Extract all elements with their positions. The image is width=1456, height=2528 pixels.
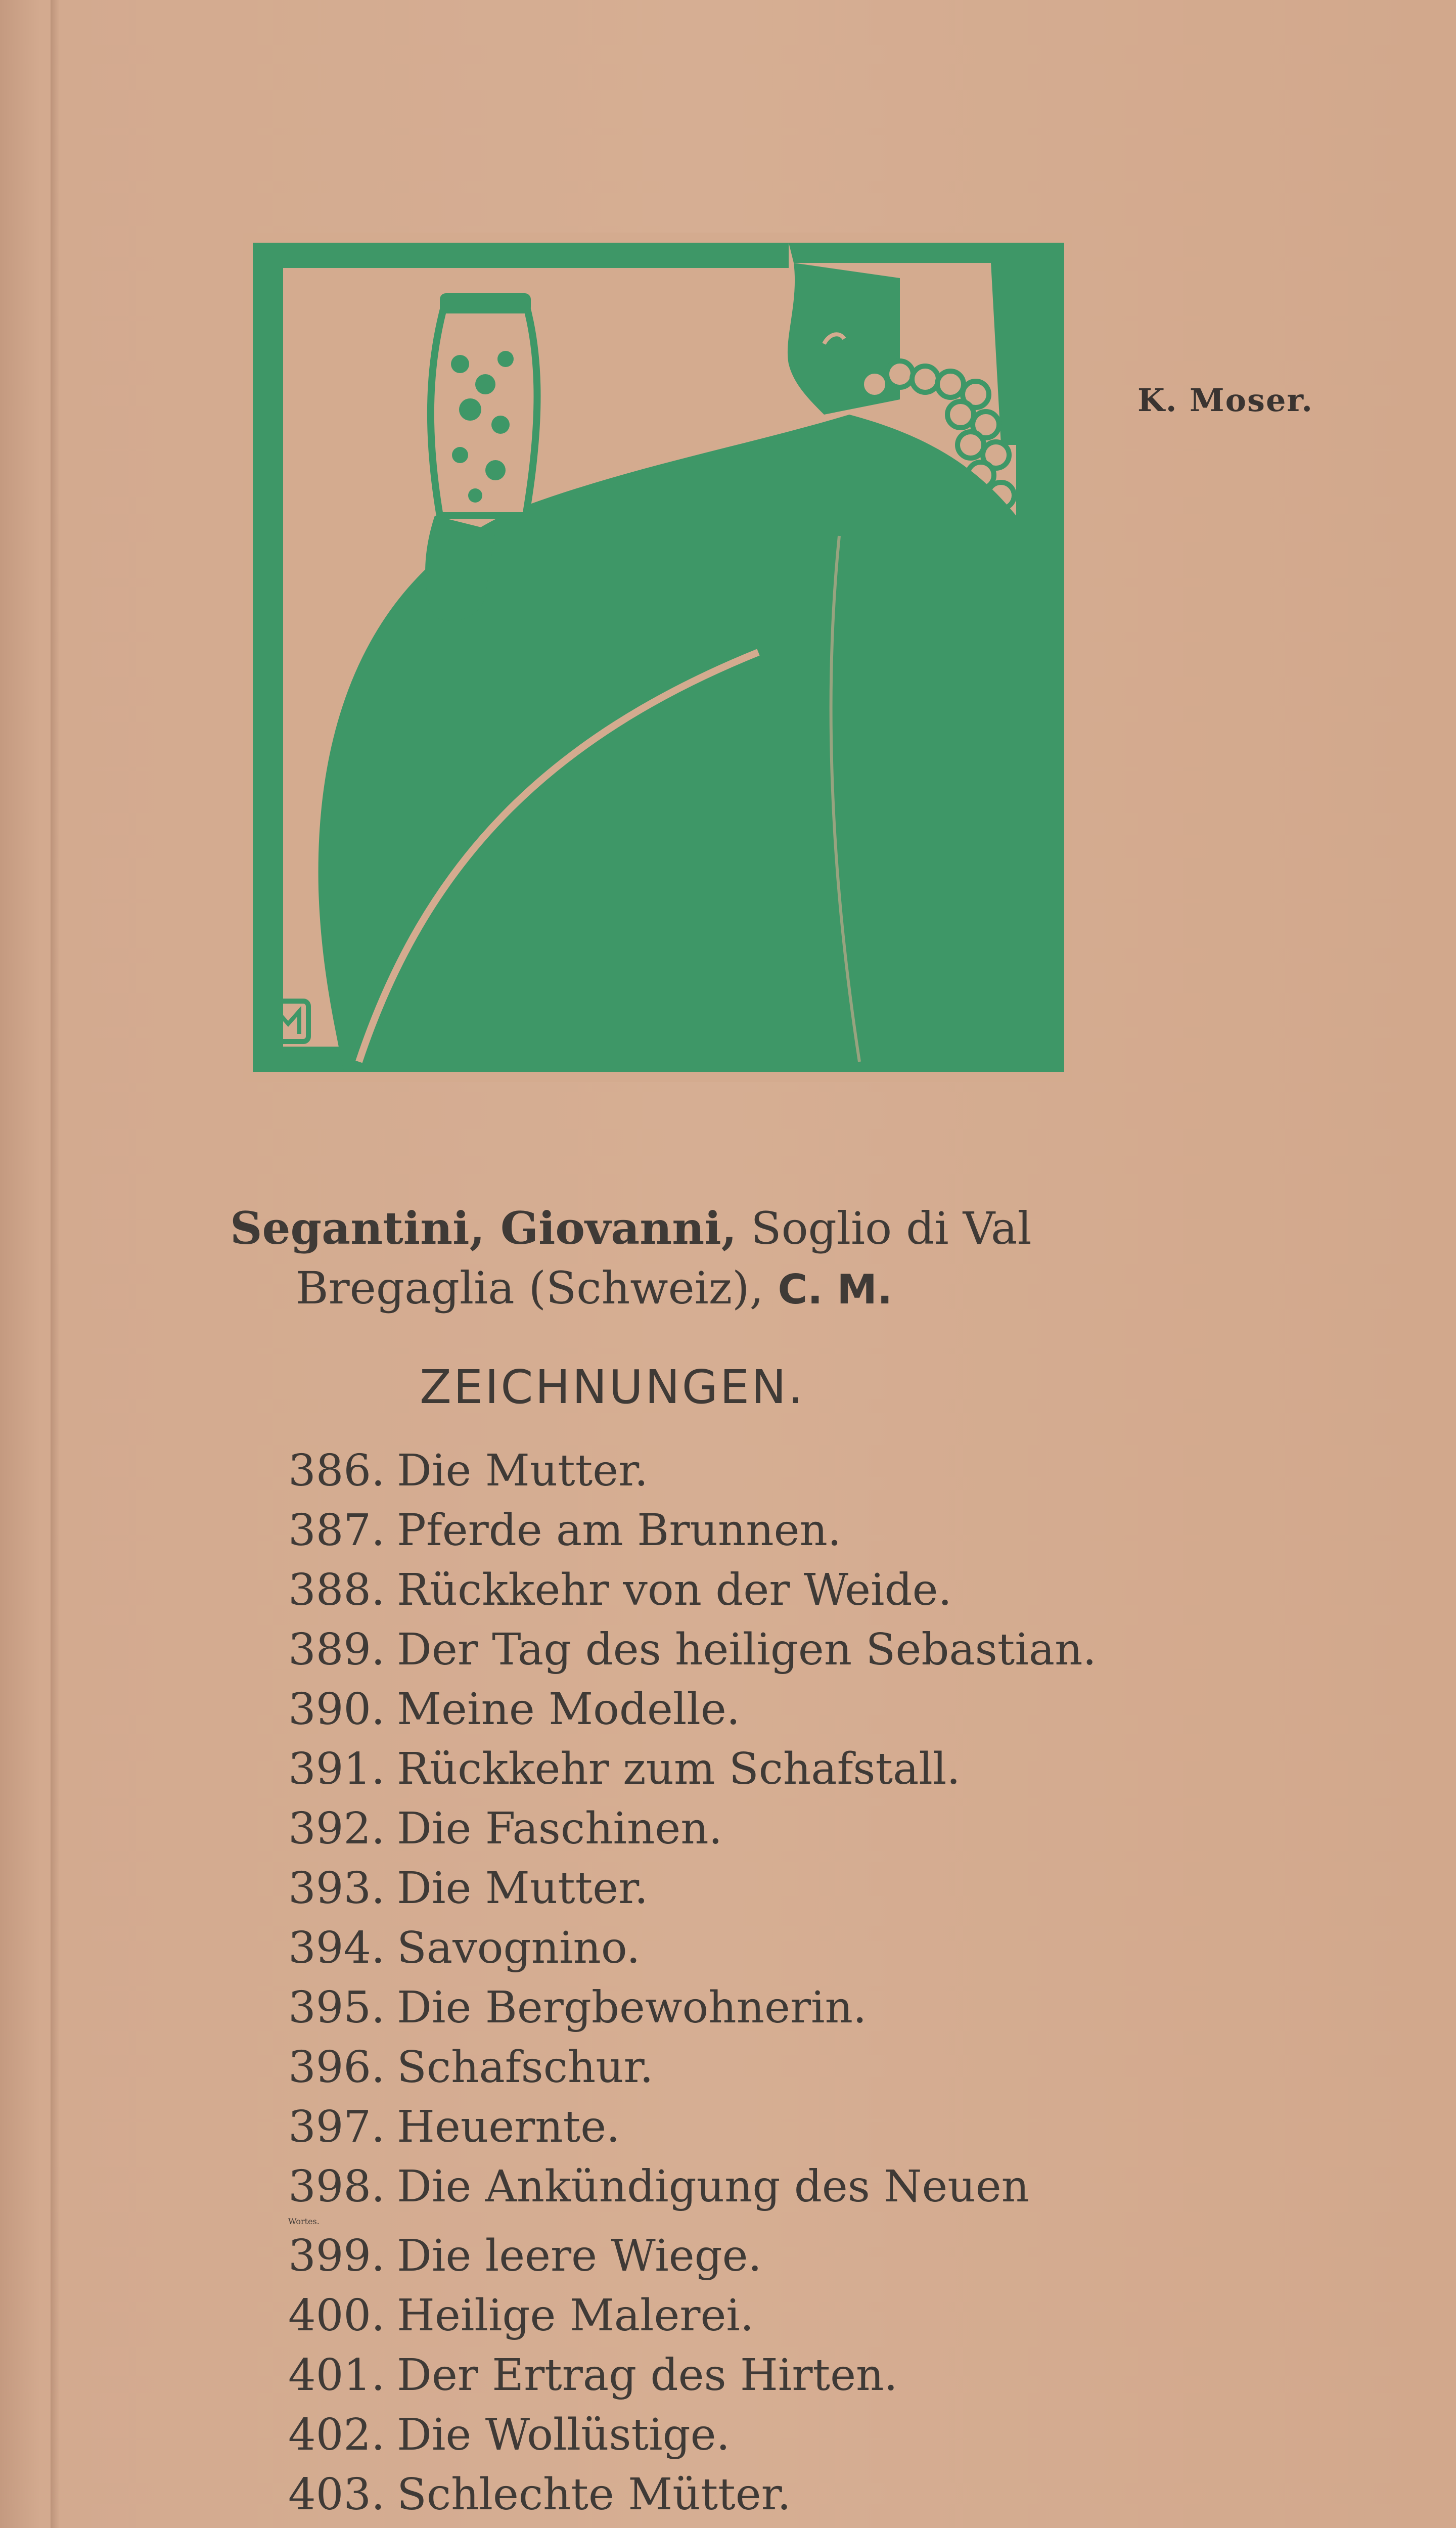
list-item — [288, 1918, 1400, 1978]
work-title: Rückkehr von der Weide. — [397, 1565, 952, 1615]
list-item — [288, 2226, 1400, 2286]
work-title: Die Wollüstige. — [397, 2410, 730, 2460]
binding-edge — [51, 0, 60, 2528]
list-item — [288, 2038, 1400, 2097]
list-item — [288, 2405, 1400, 2465]
work-title: Die Mutter. — [397, 1446, 649, 1496]
list-item — [288, 2286, 1400, 2345]
medal-label: C. M. — [778, 1266, 893, 1313]
artist-entry-segantini — [230, 1198, 1393, 1320]
list-item — [288, 2345, 1400, 2405]
catalogue-number: 395. — [288, 1982, 385, 2033]
list-item — [288, 1978, 1400, 2038]
list-item — [288, 2465, 1400, 2524]
list-item — [288, 1859, 1400, 1918]
catalogue-number: 398. — [288, 2161, 385, 2212]
woodcut-illustration — [243, 233, 1072, 1082]
work-title: Die leere Wiege. — [397, 2231, 762, 2281]
work-title: Die Faschinen. — [397, 1803, 722, 1854]
catalogue-number: 402. — [288, 2410, 385, 2460]
work-title: Meine Modelle. — [397, 1684, 741, 1735]
catalogue-number: 401. — [288, 2350, 385, 2401]
list-item — [288, 2157, 1400, 2217]
list-item — [288, 1739, 1400, 1799]
work-title: Savognino. — [397, 1923, 641, 1973]
work-title: Die Bergbewohnerin. — [397, 1982, 867, 2033]
catalogue-number: 391. — [288, 1744, 385, 1794]
catalogue-number: 399. — [288, 2231, 385, 2281]
catalogue-number: 387. — [288, 1505, 385, 1556]
list-item — [288, 1560, 1400, 1620]
catalogue-number: 392. — [288, 1803, 385, 1854]
work-title-cont: Wortes. — [288, 2217, 320, 2226]
list-item — [288, 2097, 1400, 2157]
work-title: Schafschur. — [397, 2042, 654, 2093]
artist-place-cont: Bregaglia (Schweiz), — [296, 1262, 764, 1314]
catalogue-number: 386. — [288, 1446, 385, 1496]
work-title: Schlechte Mütter. — [397, 2469, 791, 2520]
work-title: Rückkehr zum Schafstall. — [397, 1744, 961, 1794]
catalogue-number: 400. — [288, 2290, 385, 2341]
catalogue-number: 388. — [288, 1565, 385, 1615]
work-title: Der Ertrag des Hirten. — [397, 2350, 898, 2401]
catalogue-number: 396. — [288, 2042, 385, 2093]
section-heading: ZEICHNUNGEN. — [420, 1360, 805, 1414]
artist-credit: K. Moser. — [1138, 382, 1313, 419]
artist-place: Soglio di Val — [751, 1202, 1032, 1254]
list-item — [288, 1501, 1400, 1560]
work-title: Pferde am Brunnen. — [397, 1505, 842, 1556]
list-item — [288, 1441, 1400, 1501]
work-title: Heuernte. — [397, 2102, 620, 2152]
work-title: Der Tag des heiligen Sebastian. — [397, 1624, 1097, 1675]
list-item — [288, 1620, 1400, 1680]
catalogue-number: 393. — [288, 1863, 385, 1914]
catalogue-number: 389. — [288, 1624, 385, 1675]
catalogue-number: 390. — [288, 1684, 385, 1735]
works-list-segantini — [288, 1441, 1400, 2528]
catalogue-number: 397. — [288, 2102, 385, 2152]
catalogue-number: 403. — [288, 2469, 385, 2520]
list-item — [288, 1680, 1400, 1739]
work-title — [397, 2524, 895, 2528]
work-title: Die Mutter. — [397, 1863, 649, 1914]
work-title: Heilige Malerei. — [397, 2290, 754, 2341]
artist-name: Segantini, Giovanni, — [230, 1202, 737, 1254]
list-item — [288, 1799, 1400, 1859]
catalogue-number — [288, 2524, 397, 2528]
list-item — [288, 2524, 1400, 2528]
work-title: Die Ankündigung des Neuen — [397, 2161, 1030, 2212]
catalogue-number: 394. — [288, 1923, 385, 1973]
